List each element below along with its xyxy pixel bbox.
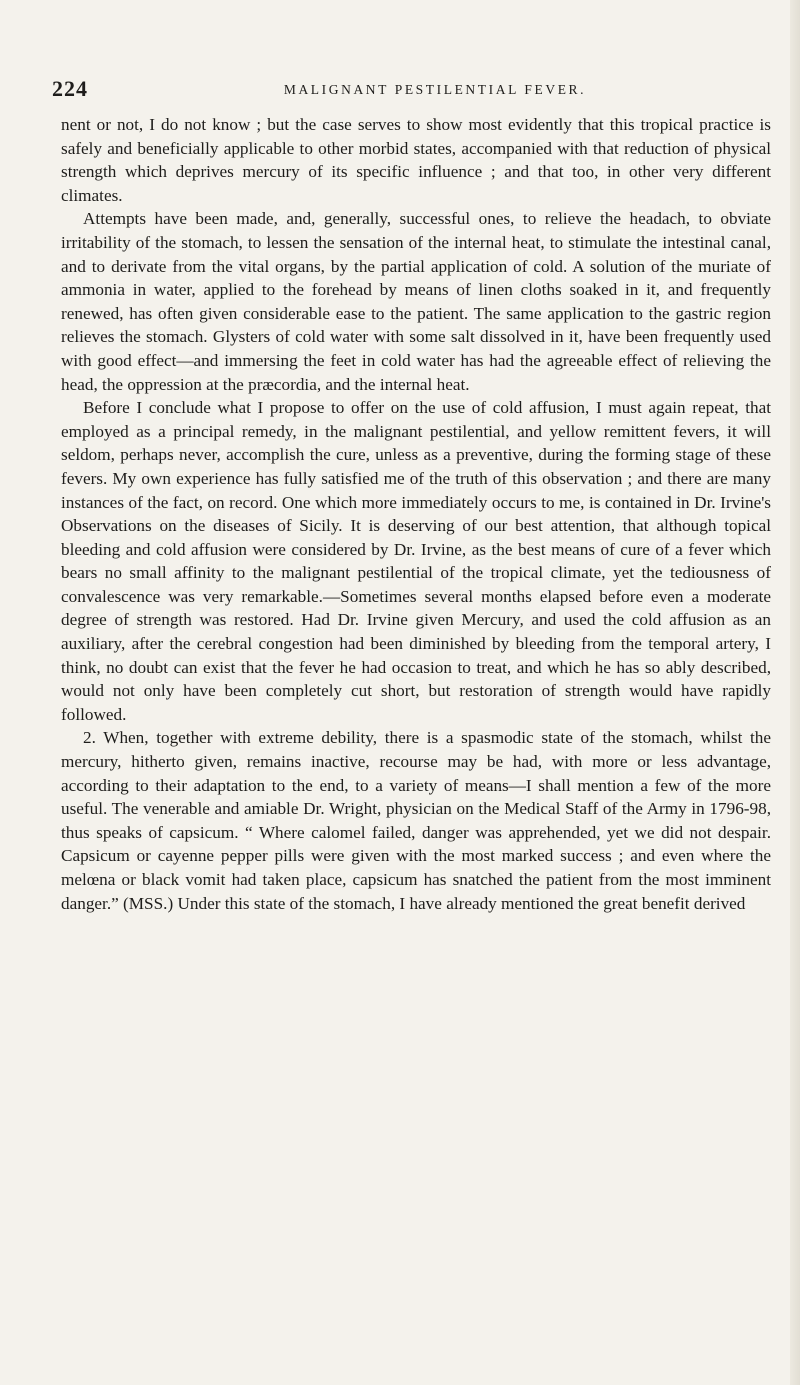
page-number: 224 <box>52 76 88 101</box>
scan-edge <box>790 0 800 1385</box>
paragraph-spasmodic-stomach: 2. When, together with extreme debility, there is a spasmodic state of the stomach, whilst the mercury, hitherto given, remains inactive, recourse may be had, with more or less advantage, according to their adaptation to the end, to a variety of means—I shall mention a few of the more useful. The venerable and amiable Dr. Wright, physician on the Medical Staff of the Army in 1796-98, thus speaks of capsicum. “ Where calomel failed, danger was apprehended, yet we did not despair. Capsicum or cayenne pepper pills were given with the most marked success ; and even where the melœna or black vomit had taken place, capsicum has snatched the patient from the most imminent danger.” (MSS.) Under this state of the stomach, I have already mentioned the great benefit derived <box>61 728 771 913</box>
paragraph-cold-application: Attempts have been made, and, generally, successful ones, to relieve the headach, to obviate irritability of the stomach, to lessen the sensation of the internal heat, to stimulate the intestinal canal, and to derivate from the vital organs, by the partial application of cold. A solution of the muriate of ammonia in water, applied to the forehead by means of linen cloths soaked in it, and frequently renewed, has often given considerable ease to the patient. The same application to the gastric region relieves the stomach. Glysters of cold water with some salt dissolved in it, have been frequently used with good effect—and immersing the feet in cold water has had the agreeable effect of relieving the head, the oppression at the præcordia, and the internal heat. <box>61 209 771 394</box>
running-title: MALIGNANT PESTILENTIAL FEVER. <box>283 82 587 97</box>
page-header <box>52 76 760 110</box>
paragraph-cold-affusion: Before I conclude what I propose to offer on the use of cold affusion, I must again repeat, that employed as a principal remedy, in the malignant pestilential, and yellow remittent fevers, it will seldom, perhaps never, accomplish the cure, unless as a preventive, during the forming stage of these fevers. My own experience has fully satisfied me of the truth of this observation ; and there are many instances of the fact, on record. One which more immediately occurs to me, is contained in Dr. Irvine's Observations on the diseases of Sicily. It is deserving of our best attention, that although topical bleeding and cold affusion were considered by Dr. Irvine, as the best means of cure of a fever which bears no small affinity to the malignant pestilential of the tropical climate, yet the tediousness of convalescence was very remarkable.—Sometimes several months elapsed before even a moderate degree of strength was restored. Had Dr. Irvine given Mercury, and used the cold affusion as an auxiliary, after the cerebral congestion had been diminished by bleeding from the temporal artery, I think, no doubt can exist that the fever he had occasion to treat, and which he has so ably described, would not only have been completely cut short, but restoration of strength would have rapidly followed. <box>61 398 771 724</box>
paragraph-continuation: nent or not, I do not know ; but the case serves to show most evidently that this tropical practice is safely and beneficially applicable to other morbid states, accompanied with that reduction of physical strength which deprives mercury of its specific influence ; and that too, in other very different climates. <box>61 115 771 205</box>
body-text <box>61 113 771 915</box>
